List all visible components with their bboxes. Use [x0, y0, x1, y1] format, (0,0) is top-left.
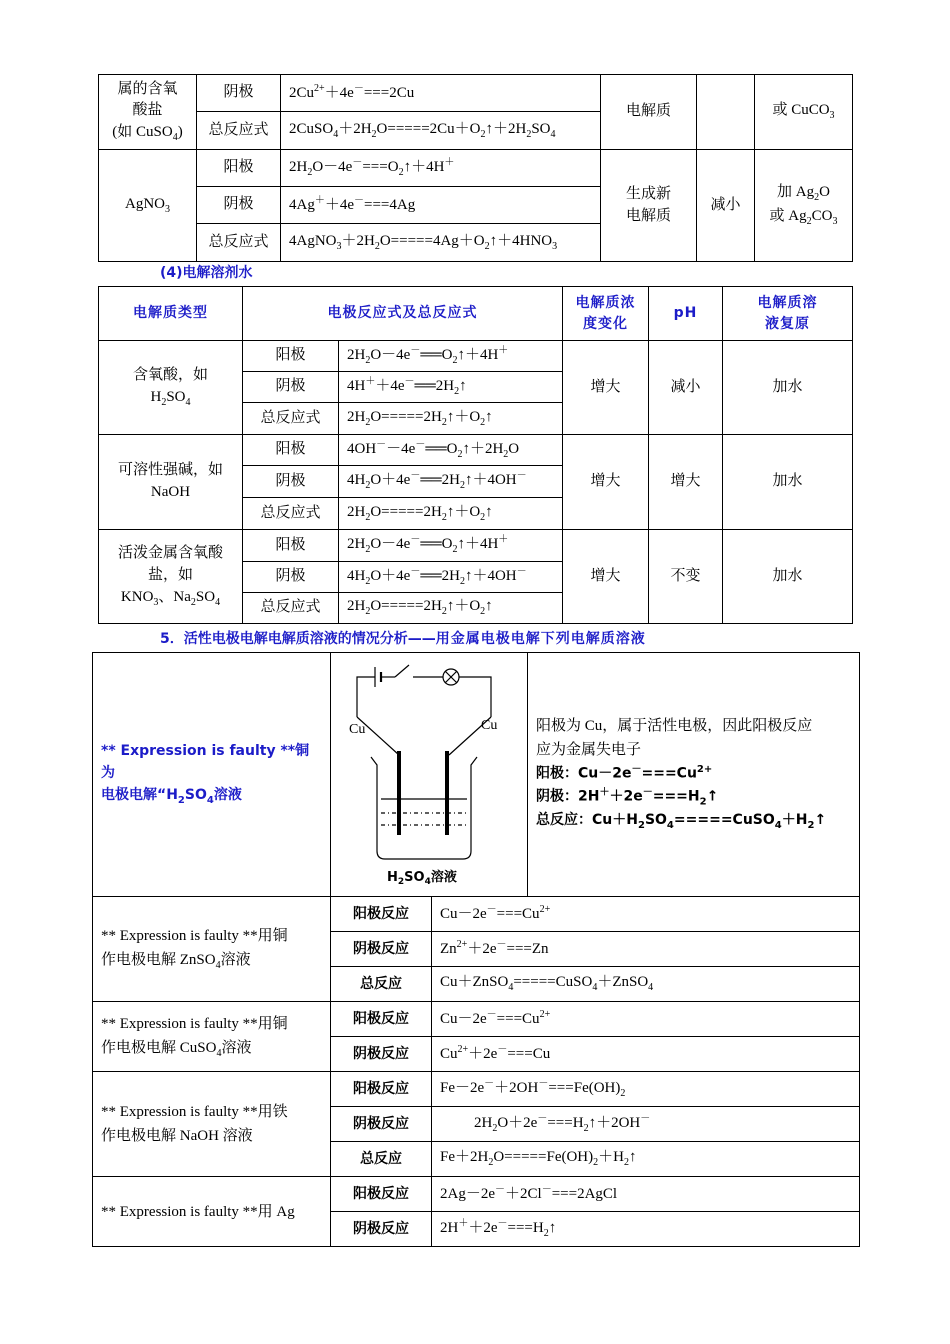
- reaction-value: $Fe-2e^-+2OH^-===Fe(OH)_2$: [432, 1072, 860, 1107]
- reaction-key: 阴极反应: [331, 1037, 432, 1072]
- electrode-label: 阴极: [197, 187, 281, 224]
- electrode-label: 阳极: [197, 150, 281, 187]
- equation-cell: $2H_2O-4e^-══O_2↑+4H^+$: [339, 341, 563, 372]
- header-type: 电解质类型: [99, 287, 243, 341]
- header-ph: pH: [649, 287, 723, 341]
- type-cell-active-metal-salt: 活泼金属含氧酸 盐，如 $KNO_3$、$Na_2SO_4$: [99, 530, 243, 624]
- equation-cell: $2CuSO_4+2H_2O=====2Cu+O_2↑+2H_2SO_4$: [281, 112, 601, 150]
- analysis-cell: 阳极为 Cu，属于活性电极，因此阳极反应 应为金属失电子 阳极：$Cu-2e^-===Cu^{2+}$ 阴极：$2H^++2e^-===H_2↑$ 总反应：$Cu+H_2SO_4=====CuSO_4+H_2↑$: [528, 653, 860, 897]
- concentration-cell: 增大: [563, 435, 649, 530]
- reaction-key: 阴极反应: [331, 932, 432, 967]
- case-label-cu-h2so4: ** Expression is faulty **铜为 电极电解“$H_2SO_4$溶液: [93, 653, 331, 897]
- top-table: [98, 74, 853, 262]
- type-cell-strong-base: 可溶性强碱，如 NaOH: [99, 435, 243, 530]
- group-cell-oxyacid-salt: 属的含氧 酸盐 (如 CuSO$_4$): [99, 75, 197, 150]
- reaction-key: 阳极反应: [331, 1177, 432, 1212]
- restore-cell: 加水: [723, 341, 853, 435]
- reaction-value: 2Ag－2e－＋2Cl－===2AgCl: [432, 1177, 860, 1212]
- figure-caption: $H_2SO_4$溶液: [387, 869, 457, 887]
- reaction-key: 阴极反应: [331, 1212, 432, 1247]
- equation-cell: $4OH^--4e^-══O_2↑+2H_2O$: [339, 435, 563, 466]
- header-restore: 电解质溶 液复原: [723, 287, 853, 341]
- reaction-value: $2H^++2e^-===H_2↑$: [432, 1212, 860, 1247]
- equation-cell: $4H^++4e^-══2H_2↑$: [339, 372, 563, 403]
- electrolyte-change-cell: 生成新 电解质: [601, 150, 697, 262]
- ph-cell: 减小: [649, 341, 723, 435]
- electrolysis-apparatus-figure: [331, 655, 527, 895]
- reaction-value: $Cu-2e^-===Cu^{2+}$: [432, 1002, 860, 1037]
- header-concentration: 电解质浓 度变化: [563, 287, 649, 341]
- reaction-value: $Cu^{2+}+2e^-===Cu$: [432, 1037, 860, 1072]
- case-label-cu-cuso4: ** Expression is faulty **用铜 作电极电解 CuSO$_4$溶液: [93, 1002, 331, 1072]
- electrode-label: 总反应式: [243, 593, 339, 624]
- reaction-value: $Fe+2H_2O=====Fe(OH)_2+H_2↑$: [432, 1142, 860, 1177]
- electrode-label: 总反应式: [197, 224, 281, 262]
- electrode-label: 总反应式: [197, 112, 281, 150]
- reaction-key: 总反应: [331, 967, 432, 1002]
- ph-cell: 不变: [649, 530, 723, 624]
- case-label-fe-naoh: ** Expression is faulty **用铁 作电极电解 NaOH 溶液: [93, 1072, 331, 1177]
- restore-cell: 加 $Ag_2O$ 或 $Ag_2CO_3$: [755, 150, 853, 262]
- switch-lever: [395, 665, 409, 677]
- electrode-label: 总反应式: [243, 403, 339, 435]
- active-electrode-table: [92, 652, 860, 1247]
- ph-cell: 减小: [697, 150, 755, 262]
- equation-cell: $2Cu^{2+}+4e^-===2Cu$: [281, 75, 601, 112]
- reaction-value: Cu＋ZnSO$_4$=====CuSO$_4$＋ZnSO$_4$: [432, 967, 860, 1002]
- equation-cell: $4H_2O+4e^-══2H_2↑+4OH^-$: [339, 562, 563, 593]
- electrode-label: 阴极: [243, 372, 339, 403]
- restore-cell: 或 CuCO$_3$: [755, 75, 853, 150]
- reaction-key: 总反应: [331, 1142, 432, 1177]
- reaction-key: 阳极反应: [331, 1072, 432, 1107]
- left-electrode-label: Cu: [349, 721, 366, 737]
- restore-cell: 加水: [723, 530, 853, 624]
- reaction-value: $Zn^{2+}+2e^-===Zn$: [432, 932, 860, 967]
- case-label-cu-znso4: ** Expression is faulty **用铜 作电极电解 ZnSO$_4$溶液: [93, 897, 331, 1002]
- group-cell-agno3: AgNO$_3$: [99, 150, 197, 262]
- type-cell-oxyacid: 含氧酸，如 $H_2SO_4$: [99, 341, 243, 435]
- electrode-label: 阴极: [243, 466, 339, 498]
- ph-cell: [697, 75, 755, 150]
- case-label-ag: ** Expression is faulty **用 Ag: [93, 1177, 331, 1247]
- reaction-key: 阳极反应: [331, 1002, 432, 1037]
- equation-cell: $2H_2O=====2H_2↑+O_2↑$: [339, 498, 563, 530]
- reaction-key: 阳极反应: [331, 897, 432, 932]
- right-electrode: [445, 751, 449, 835]
- wire-left: [357, 677, 375, 717]
- water-electrolysis-table: [98, 286, 853, 624]
- equation-cell: $4AgNO_3+2H_2O=====4Ag+O_2↑+4HNO_3$: [281, 224, 601, 262]
- equation-cell: $2H_2O=====2H_2↑+O_2↑$: [339, 593, 563, 624]
- electrode-label: 阴极: [197, 75, 281, 112]
- concentration-cell: 增大: [563, 530, 649, 624]
- electrolysis-figure-cell: [331, 653, 528, 897]
- equation-cell: $2H_2O=====2H_2↑+O_2↑$: [339, 403, 563, 435]
- equation-cell: $2H_2O-4e^-===O_2↑+4H^+$: [281, 150, 601, 187]
- restore-cell: 加水: [723, 435, 853, 530]
- right-electrode-label: Cu: [481, 717, 498, 733]
- equation-cell: $4H_2O+4e^-══2H_2↑+4OH^-$: [339, 466, 563, 498]
- header-equation: 电极反应式及总反应式: [243, 287, 563, 341]
- electrode-label: 总反应式: [243, 498, 339, 530]
- equation-cell: $2H_2O-4e^-══O_2↑+4H^+$: [339, 530, 563, 562]
- electrode-label: 阴极: [243, 562, 339, 593]
- left-electrode: [397, 751, 401, 835]
- reaction-value: $2H_2O+2e^-===H_2↑+2OH^-$: [432, 1107, 860, 1142]
- electrolyte-change-cell: 电解质: [601, 75, 697, 150]
- reaction-key: 阴极反应: [331, 1107, 432, 1142]
- electrode-label: 阳极: [243, 341, 339, 372]
- beaker-icon: [371, 757, 477, 859]
- concentration-cell: 增大: [563, 341, 649, 435]
- ph-cell: 增大: [649, 435, 723, 530]
- electrode-label: 阳极: [243, 435, 339, 466]
- wire-right: [459, 677, 491, 717]
- section5-heading: 5．活性电极电解电解质溶液的情况分析——用金属电极电解下列电解质溶液: [160, 631, 646, 647]
- electrode-label: 阳极: [243, 530, 339, 562]
- reaction-value: $Cu-2e^-===Cu^{2+}$: [432, 897, 860, 932]
- equation-cell: 4Ag＋＋4e－===4Ag: [281, 187, 601, 224]
- section4-heading: (4)电解溶剂水: [160, 265, 253, 281]
